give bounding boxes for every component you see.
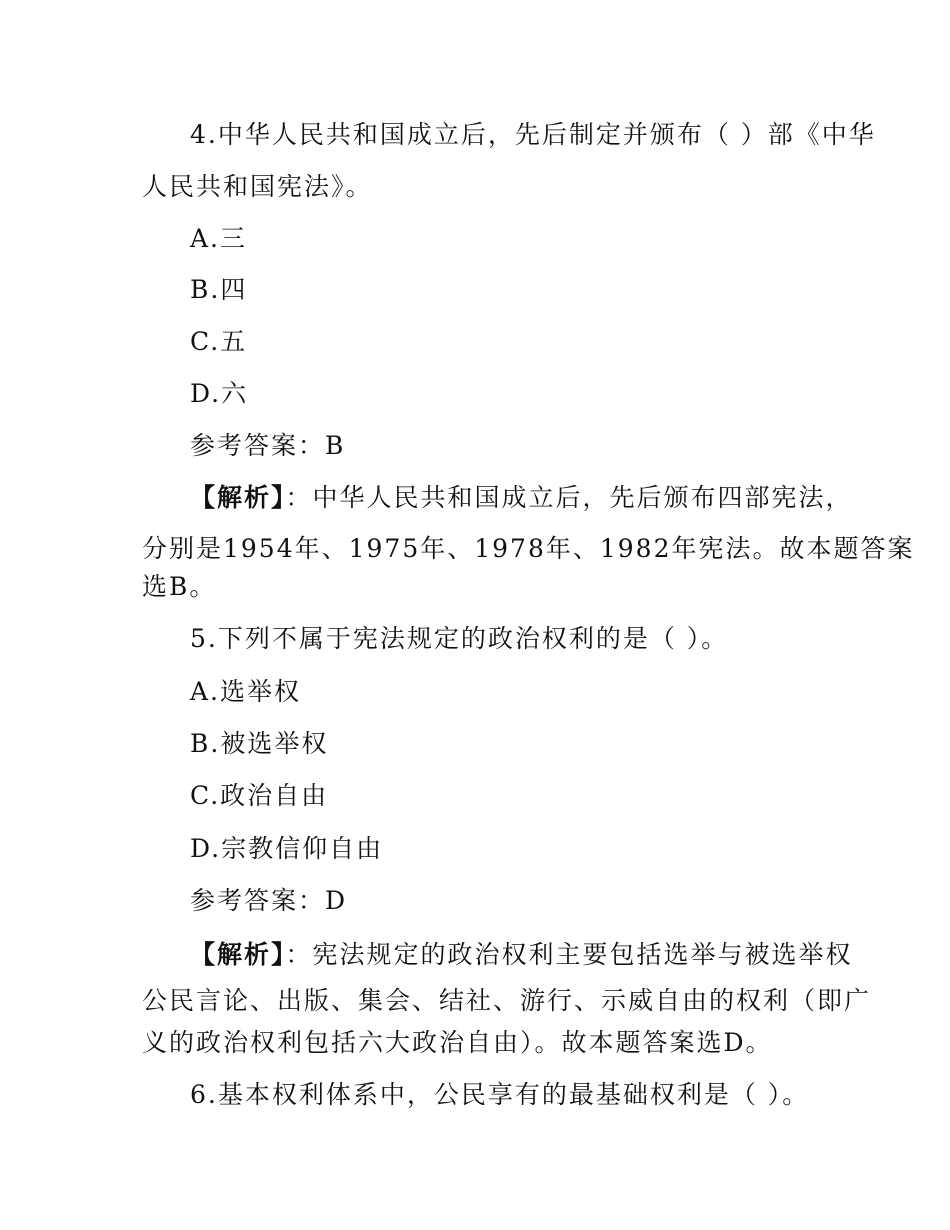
- q4-answer: 参考答案：B: [190, 431, 346, 460]
- q5-analysis-line3: 义的政治权利包括六大政治自由）。故本题答案选D。: [142, 1028, 773, 1057]
- q4-option-b: B.四: [190, 275, 248, 304]
- q5-analysis-label: 【解析】: [190, 940, 286, 969]
- q5-analysis-text: ：宪法规定的政治权利主要包括选举与被选举权: [285, 940, 853, 969]
- q5-stem: 5.下列不属于宪法规定的政治权利的是（ ）。: [190, 624, 729, 653]
- q5-option-d: D.宗教信仰自由: [190, 834, 384, 863]
- q5-analysis-line2: 公民言论、出版、集会、结社、游行、示威自由的权利（即广: [142, 986, 872, 1015]
- q4-analysis-line2: 分别是1954年、1975年、1978年、1982年宪法。故本题答案: [142, 534, 915, 563]
- q4-stem-line1: 4.中华人民共和国成立后，先后制定并颁布（ ）部《中华: [190, 120, 876, 149]
- q4-option-a: A.三: [190, 224, 248, 253]
- q4-analysis-line3: 选B。: [142, 572, 217, 601]
- q5-option-c: C.政治自由: [190, 781, 329, 810]
- q5-option-b: B.被选举权: [190, 729, 329, 758]
- q5-analysis-line1: [190, 940, 870, 970]
- q4-analysis-text: ：中华人民共和国成立后，先后颁布四部宪法，: [285, 483, 853, 512]
- q4-option-d: D.六: [190, 379, 249, 408]
- q4-analysis-label: 【解析】: [190, 483, 286, 512]
- q6-stem: 6.基本权利体系中，公民享有的最基础权利是（ ）。: [190, 1080, 810, 1109]
- q4-stem-line2: 人民共和国宪法》。: [142, 172, 373, 201]
- q4-analysis-line1: [190, 483, 870, 513]
- q4-option-c: C.五: [190, 327, 248, 356]
- q5-answer: 参考答案：D: [190, 886, 348, 915]
- q5-option-a: A.选举权: [190, 677, 302, 706]
